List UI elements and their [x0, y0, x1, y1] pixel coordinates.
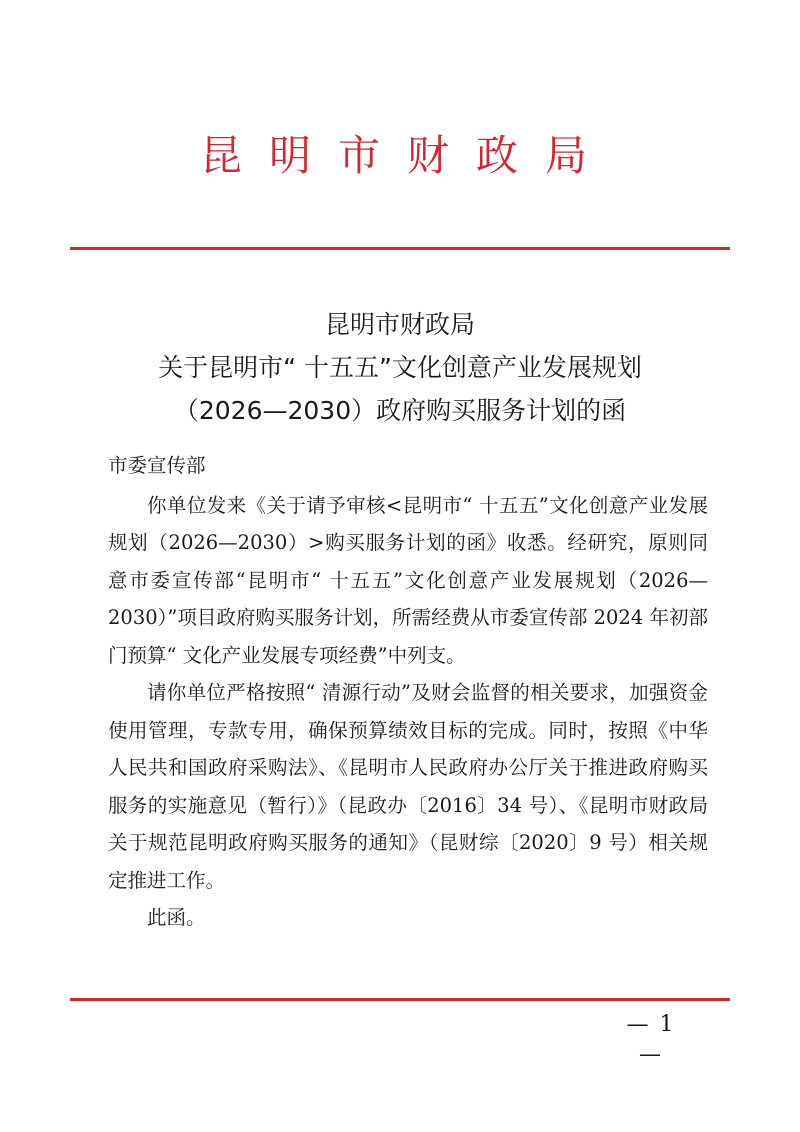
closing-line: 此函。	[147, 906, 206, 929]
page-number: — 1 —	[626, 1012, 676, 1067]
bottom-red-divider	[70, 998, 730, 1001]
document-title	[0, 303, 800, 432]
title-line-2: 关于昆明市“ 十五五”文化创意产业发展规划	[158, 353, 642, 382]
addressee: 市委宣传部	[108, 454, 206, 477]
title-line-1: 昆明市财政局	[324, 310, 475, 339]
paragraph-1: 你单位发来《关于请予审核<昆明市“ 十五五”文化创意产业发展规划（2026—2030）>购买服务计划的函》收悉。经研究，原则同意市委宣传部“昆明市“ 十五五”文化创意产业发展规划（2026—2030）”项目政府购买服务计划，所需经费从市委宣传部 2024 年初部门预算“ 文化产业发展专项经费”中列支。	[108, 493, 708, 667]
top-red-divider	[70, 247, 730, 250]
paragraph-2: 请你单位严格按照“ 清源行动”及财会监督的相关要求，加强资金使用管理，专款专用，确保预算绩效目标的完成。同时，按照《中华人民共和国政府采购法》、《昆明市人民政府办公厅关于推进政府购买服务的实施意见（暂行）》（昆政办〔2016〕34 号）、《昆明市财政局关于规范昆明政府购买服务的通知》（昆财综〔2020〕9 号）相关规定推进工作。	[108, 681, 708, 892]
title-line-3: （2026—2030）政府购买服务计划的函	[173, 396, 627, 425]
organization-header: 昆明市财政局	[199, 131, 614, 180]
letter-body	[108, 447, 708, 937]
